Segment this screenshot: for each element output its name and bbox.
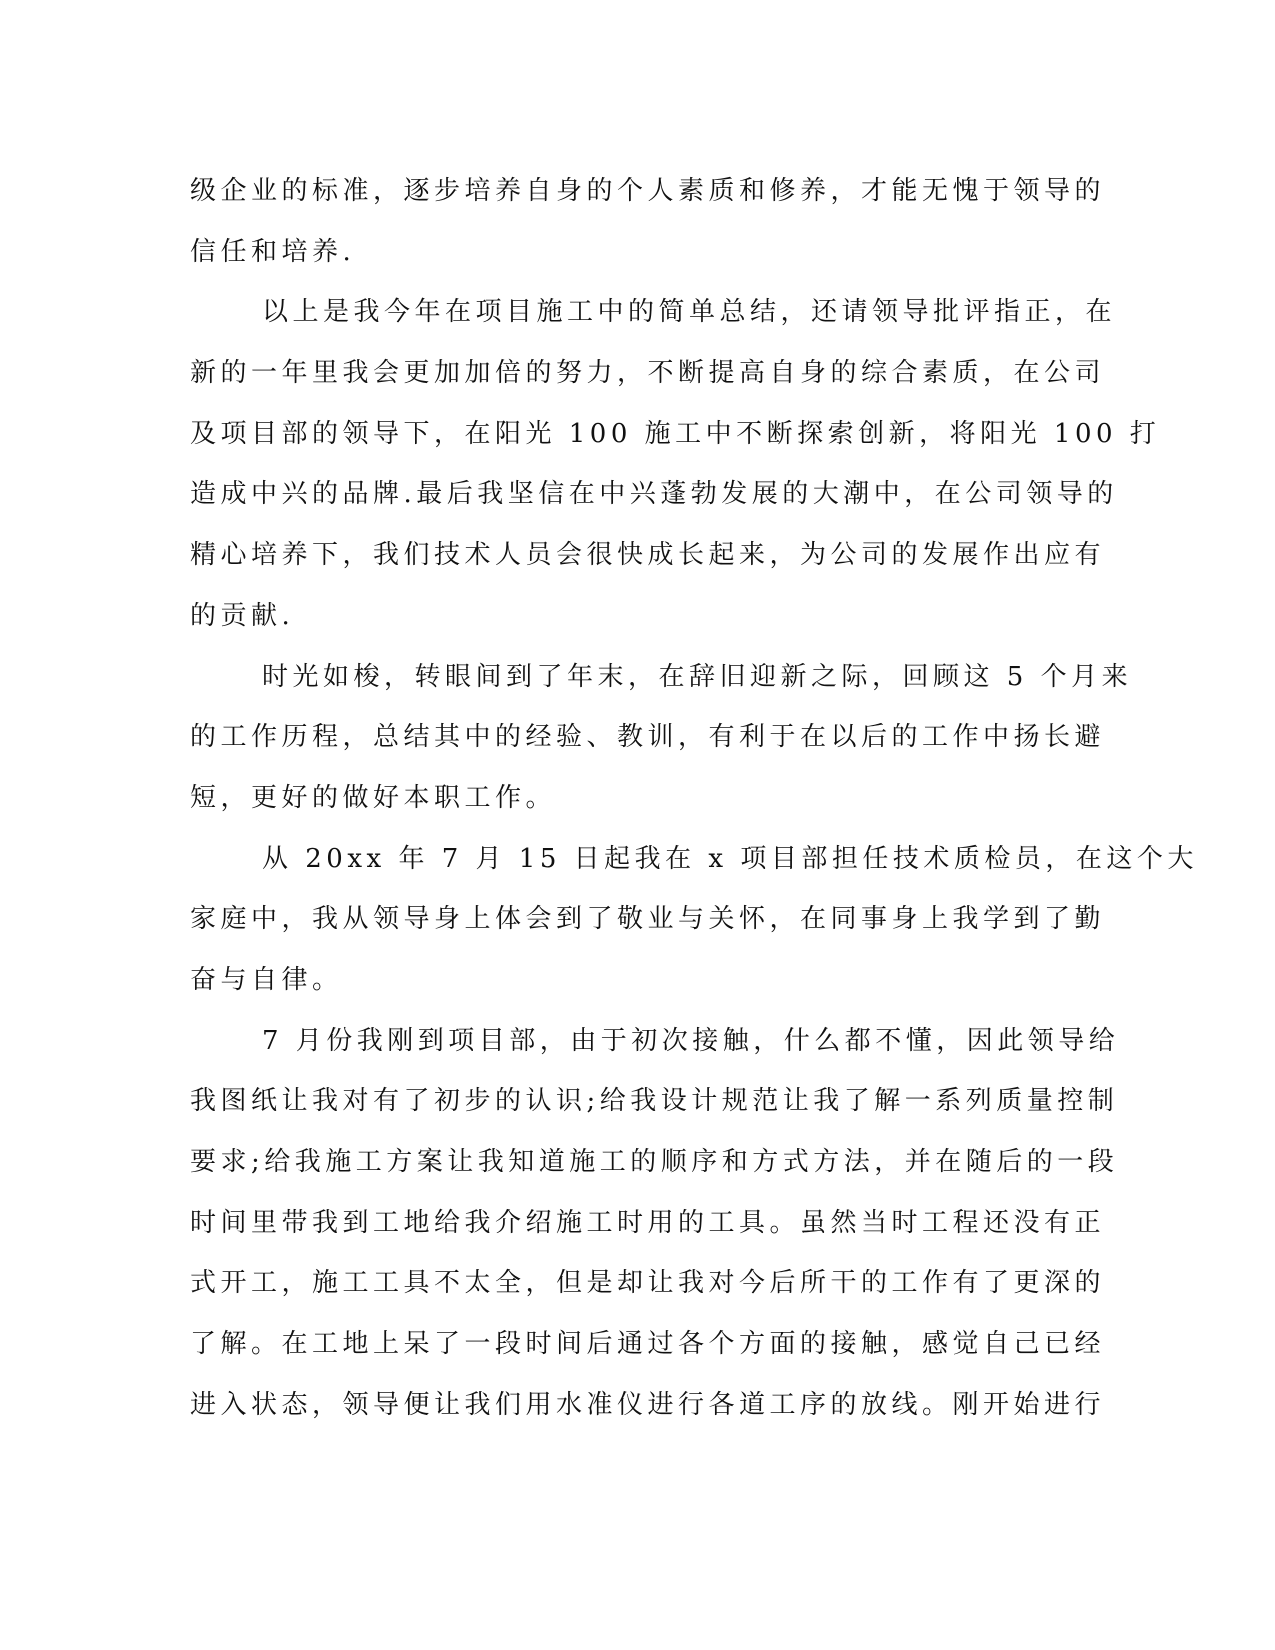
text-line: 的贡献. <box>190 600 295 631</box>
text-line: 进入状态，领导便让我们用水准仪进行各道工序的放线。刚开始进行 <box>190 1389 1106 1420</box>
text-line: 我图纸让我对有了初步的认识;给我设计规范让我了解一系列质量控制 <box>190 1086 1119 1117</box>
text-line: 家庭中，我从领导身上体会到了敬业与关怀，在同事身上我学到了勤 <box>190 904 1106 935</box>
text-line: 时光如梭，转眼间到了年末，在辞旧迎新之际，回顾这 5 个月来 <box>262 661 1133 692</box>
text-line: 级企业的标准，逐步培养自身的个人素质和修养，才能无愧于领导的 <box>190 176 1106 206</box>
text-line: 造成中兴的品牌.最后我坚信在中兴蓬勃发展的大潮中，在公司领导的 <box>190 479 1118 510</box>
text-line: 了解。在工地上呆了一段时间后通过各个方面的接触，感觉自己已经 <box>190 1329 1106 1360</box>
text-line: 新的一年里我会更加加倍的努力，不断提高自身的综合素质，在公司 <box>190 358 1106 389</box>
text-line: 的工作历程，总结其中的经验、教训，有利于在以后的工作中扬长避 <box>190 722 1106 753</box>
paragraph-2 <box>190 282 1161 646</box>
text-line: 时间里带我到工地给我介绍施工时用的工具。虽然当时工程还没有正 <box>190 1207 1106 1238</box>
paragraph-5 <box>190 1011 1120 1436</box>
paragraph-4 <box>190 829 1198 1011</box>
text-line: 要求;给我施工方案让我知道施工的顺序和方式方法，并在随后的一段 <box>190 1147 1119 1177</box>
text-line: 从 20xx 年 7 月 15 日起我在 x 项目部担任技术质检员，在这个大 <box>262 843 1198 874</box>
text-line: 信任和培养. <box>190 236 356 267</box>
text-line: 精心培养下，我们技术人员会很快成长起来，为公司的发展作出应有 <box>190 540 1106 571</box>
text-line: 短，更好的做好本职工作。 <box>190 782 557 813</box>
paragraph-1 <box>190 161 1106 282</box>
text-line: 及项目部的领导下，在阳光 100 施工中不断探索创新，将阳光 100 打 <box>190 418 1161 449</box>
text-line: 7 月份我刚到项目部，由于初次接触，什么都不懂，因此领导给 <box>262 1025 1120 1056</box>
text-line: 式开工，施工工具不太全，但是却让我对今后所干的工作有了更深的 <box>190 1268 1106 1299</box>
document-body <box>190 161 1198 1435</box>
paragraph-3 <box>190 647 1133 829</box>
text-line: 以上是我今年在项目施工中的简单总结，还请领导批评指正，在 <box>262 297 1117 328</box>
text-line: 奋与自律。 <box>190 964 343 995</box>
